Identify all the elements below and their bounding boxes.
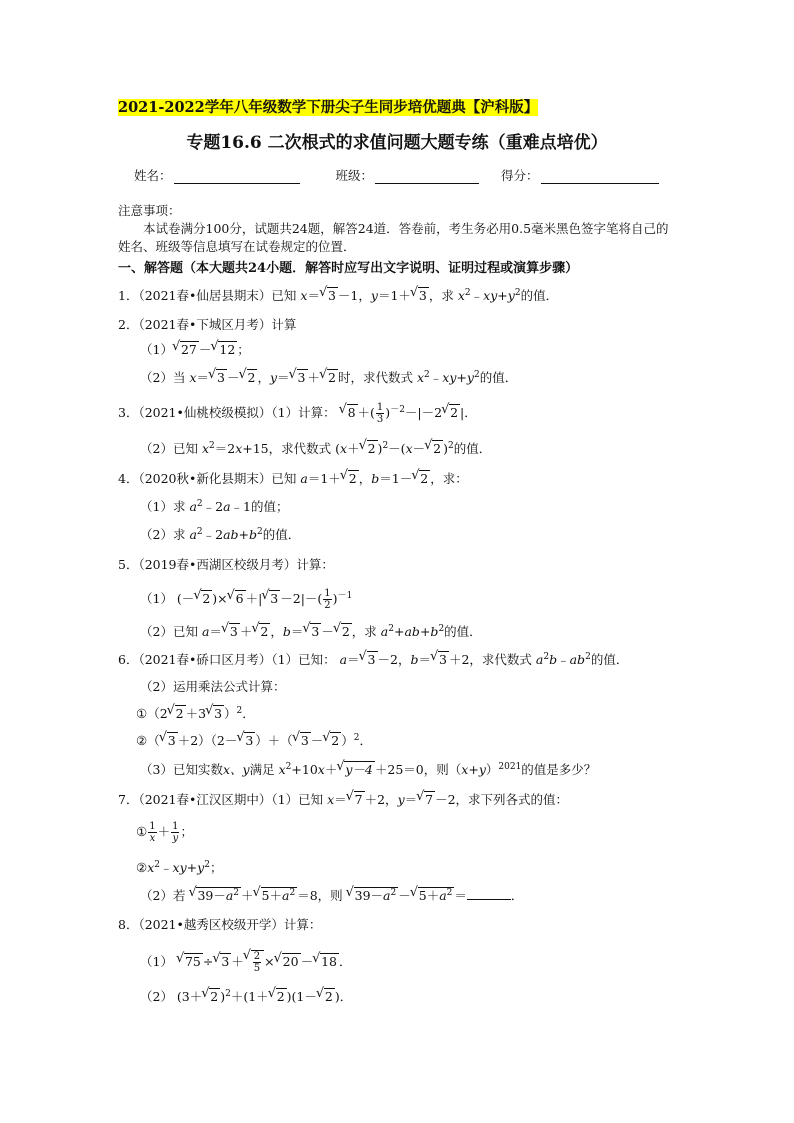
series-banner [118,96,538,117]
q-number: 1． [118,288,139,303]
question-8-part-1: （1） √ 75 ÷√ 3 ＋ √ $\frac{2}{5}$ ×√ 20 －√ 18 ． [140,950,352,974]
exponent: 2021 [498,762,522,772]
part-label: （1）计算： [271,405,336,420]
question-4-part-2: （2）求 $a^2﹣2ab+b^2$的值． [140,527,301,542]
sqrt [327,287,338,303]
part-label: （3）已知实数 [140,762,223,777]
q-text: 已知 [271,471,297,486]
question-6-part-2 [140,677,285,695]
q-text: ，则 [317,888,343,903]
name-label: 姓名： [134,168,172,183]
fraction: $\frac{1}{x}$ [149,821,156,844]
sqrt: √ 7 [354,791,365,807]
part-label: （2）已知 [140,441,198,456]
sqrt: √ $5+a^2$ [418,887,455,903]
question-6-item-2: ②（√ 3 ＋2）（2－√ 3 ）＋（√ 3 －√ 2 ）$^2$． [136,731,372,749]
q-text: ，求代数式 [268,441,332,456]
sqrt: √ 2 [276,988,287,1004]
question-7-item-1: ① $\frac{1}{x}$ ＋ $\frac{1}{y}$ ； [136,821,193,844]
sqrt: √ 3 [229,623,240,639]
sqrt: √ 2 [432,440,443,456]
sqrt: √ 2 [419,470,430,486]
sqrt: √ 2 [341,623,352,639]
q-text: （1）已知： [271,652,336,667]
class-field[interactable] [336,166,480,184]
part-label: （2） [140,370,173,385]
sqrt: √ 3 [269,590,280,606]
page-title: 专题16.6 二次根式的求值问题大题专练（重难点培优） [186,133,608,153]
fraction: $\frac{1}{y}$ [172,821,179,844]
question-2 [118,315,296,333]
part-label: （1）求 [140,499,186,514]
sqrt: √ 20 [282,953,301,969]
sqrt: √ 2 [175,705,186,721]
class-label: 班级： [335,168,374,183]
math-var: y [370,288,378,303]
question-2-part-2: （2）当 x＝√ 3 －√ 2 ，y＝√ 3 ＋√ 2 时，求代数式 $x^2﹣xy+y^2$的值． [140,368,517,386]
part-label: （2）求 [140,527,186,542]
q-number: 7． [118,792,139,807]
part-label: （2）运用乘法公式计算： [140,679,286,694]
part-label: （1） [140,342,173,357]
notes-block [118,202,678,256]
question-4-part-1: （1）求 $a^2﹣2a﹣1$的值； [140,499,289,514]
answer-blank[interactable] [467,899,511,900]
sqrt: √ 2 [209,988,220,1004]
sqrt: √ 3 [167,732,178,748]
sqrt: √ 3 [220,953,231,969]
q-text: 的值； [250,499,289,514]
question-8-part-2: （2） (3＋√ 2 )$^2$＋(1＋√ 2 )(1－√ 2 )． [140,987,352,1005]
radicand: 3 [327,288,336,303]
question-7-item-2: $②x^2﹣xy+y^2$； [136,860,223,875]
q-text: ，则 [423,762,449,777]
question-2-part-1: （1）√ 27 －√ 12 ； [140,340,250,358]
sqrt: √ 3 [438,651,449,667]
name-field[interactable] [134,166,300,184]
math-var: x、y [222,762,250,777]
q-number: 4． [118,471,139,486]
q-text: 的值． [590,652,629,667]
question-1: 1．（2021春•仙居县期末）已知 x＝√ 3 －1，y＝1＋√ 3 ，求 $x^2﹣xy+y^2$的值． [118,286,558,304]
q-source: （2021•仙桃校级模拟） [138,405,272,420]
q-text: ，求下列各式的值： [455,792,569,807]
question-5 [118,555,334,573]
sqrt: √ 2 [327,369,338,385]
q-text: 计算 [271,317,297,332]
circled-number: ① [136,706,148,721]
sqrt: √ 3 [300,732,311,748]
sqrt: √ $5+a^2$ [261,887,298,903]
q-text: 的值． [453,441,492,456]
part-label: （2）已知 [140,624,198,639]
q-source: （2021春•下城区月考） [138,317,272,332]
q-text: 计算： [296,557,334,572]
sqrt [218,341,237,357]
circled-number: ① [136,824,148,839]
q-text: 满足 [249,762,275,777]
fraction: √ $\frac{2}{5}$ [253,951,261,974]
score-field[interactable] [501,166,659,184]
q-text: 时，求代数式 [337,370,413,385]
section-title: 一、解答题（本大题共24小题．解答时应写出文字说明、证明过程或演算步骤） [118,261,579,276]
sqrt: √ 75 [184,953,203,969]
part-label: （2） [140,989,173,1004]
question-5-part-1: （1） (－√ 2 )×√ 6 ＋|√ 3 －2|－( $\frac{1}{2}$ )$^{-1}$ [140,588,352,611]
q-text: 的值． [262,527,301,542]
sqrt: √ $39-a^2$ [196,887,241,903]
radicand: y－4 [345,762,373,777]
sqrt: √ 3 [367,651,378,667]
q-text: ，求代数式 [469,652,532,667]
part-label: （1） [140,591,173,606]
radicand: 12 [219,342,236,357]
sqrt: √ 3 [297,369,308,385]
sqrt: √ 2 [247,369,258,385]
q-number: 2． [118,317,139,332]
sqrt: √ 3 [213,705,224,721]
q-number: 3． [118,405,139,420]
question-3-part-2: （2）已知 $x^2=2x+15$，求代数式 (x＋√ 2 )$^2$－(x－√ 2 )$^2$的值． [140,439,491,457]
sqrt: √ 2 [324,988,335,1004]
question-3: 3．（2021•仙桃校级模拟）（1）计算： √ 8 ＋( $\frac{1}{3}$ )$^{-2}$－|－2√ 2 |． [118,402,477,425]
radicand: 27 [180,342,197,357]
radicand: 3 [418,288,427,303]
circled-number: ② [136,860,148,875]
q-text: 的值． [520,288,559,303]
banner-years: 2021-2022 [118,99,205,116]
fraction: $\frac{1}{3}$ [376,402,384,425]
part-label: （1） [140,954,173,969]
question-5-part-2: （2）已知 a＝√ 3 ＋√ 2 ，b＝√ 3 －√ 2 ，求 $a^2+ab+b^2$的值． [140,622,482,640]
sqrt: √ 7 [424,791,435,807]
sqrt [418,287,429,303]
sqrt: √ 3 [310,623,321,639]
q-source: （2021•越秀区校级开学） [138,917,284,932]
q-text: （1）已知 [271,792,324,807]
student-info-row [134,166,659,184]
q-text: 的值． [479,370,518,385]
question-6-part-3: （3）已知实数x、y满足 $x^2+10x+√$ y－4 ＋25＝0，则$(x+y)^{2021}$的值是多少？ [140,760,596,778]
q-text: 的值是多少？ [521,762,597,777]
sqrt: √ 2 [259,623,270,639]
question-7-part-2: （2）若 √ $39-a^2$ ＋√ $5+a^2 =8$，则 √ $39-a^2$ －√ $5+a^2$ ＝ ． [140,886,523,904]
notes-body: 本试卷满分100分，试题共24题，解答24道．答卷前，考生务必用0.5毫米黑色签字笔将自己的姓名、班级等信息填写在试卷规定的位置． [118,221,669,254]
sqrt: √ 2 [348,470,359,486]
q-text: ，求： [430,471,468,486]
sqrt: √ 3 [216,369,227,385]
sqrt [251,950,264,974]
question-6-item-1: ①（2√ 2 ＋3√ 3 ）$^2$． [136,704,255,722]
q-text: 计算： [283,917,322,932]
q-number: 8． [118,917,139,932]
circled-number: ② [136,733,148,748]
q-text: 已知 [271,288,297,303]
q-text: 的值． [444,624,482,639]
sqrt: √ 2 [367,440,378,456]
q-source: （2021春•硚口区月考） [138,652,272,667]
math-var: x [300,288,308,303]
q-number: 5． [118,557,139,572]
sqrt: √ 18 [320,953,339,969]
q-text: ，求 [351,624,377,639]
sqrt: √ 2 [330,732,341,748]
sqrt: √ 2 [201,590,212,606]
sqrt: √ 8 [347,404,358,420]
score-line[interactable] [541,169,659,184]
question-6: 6．（2021春•硚口区月考）（1）已知： a＝√ 3 －2，b＝√ 3 ＋2，求代数式 $a^2b﹣ab^2$的值． [118,650,628,668]
q-source: （2019春•西湖区校级月考） [138,557,297,572]
banner-text: 学年八年级数学下册尖子生同步培优题典【沪科版】 [204,99,539,116]
q-source: （2020秋•新化县期末） [138,471,272,486]
q-number: 6． [118,652,139,667]
question-8 [118,915,321,933]
q-source: （2021春•仙居县期末） [138,288,272,303]
score-label: 得分： [501,168,539,183]
sqrt [344,761,375,777]
sqrt: √ 6 [235,590,246,606]
notes-heading: 注意事项： [118,203,181,218]
sqrt: √ 2 [449,404,460,420]
sqrt: √ 3 [244,732,255,748]
sqrt [180,341,199,357]
fraction: $\frac{1}{2}$ [324,588,331,611]
q-text: 当 [172,370,186,385]
q-source: （2021春•江汉区期中） [138,792,272,807]
punct: ； [237,342,250,357]
question-7: 7．（2021春•江汉区期中）（1）已知 x＝√ 7 ＋2，y＝√ 7 －2，求下列各式的值： [118,790,568,808]
sqrt: √ $39-a^2$ [354,887,399,903]
class-line[interactable] [375,169,479,184]
q-text: ，求 [428,288,454,303]
question-4: 4．（2020秋•新化县期末）已知 a＝1＋√ 2 ，b＝1－√ 2 ，求： [118,469,468,487]
name-line[interactable] [174,169,300,184]
part-label: （2）若 [140,888,186,903]
